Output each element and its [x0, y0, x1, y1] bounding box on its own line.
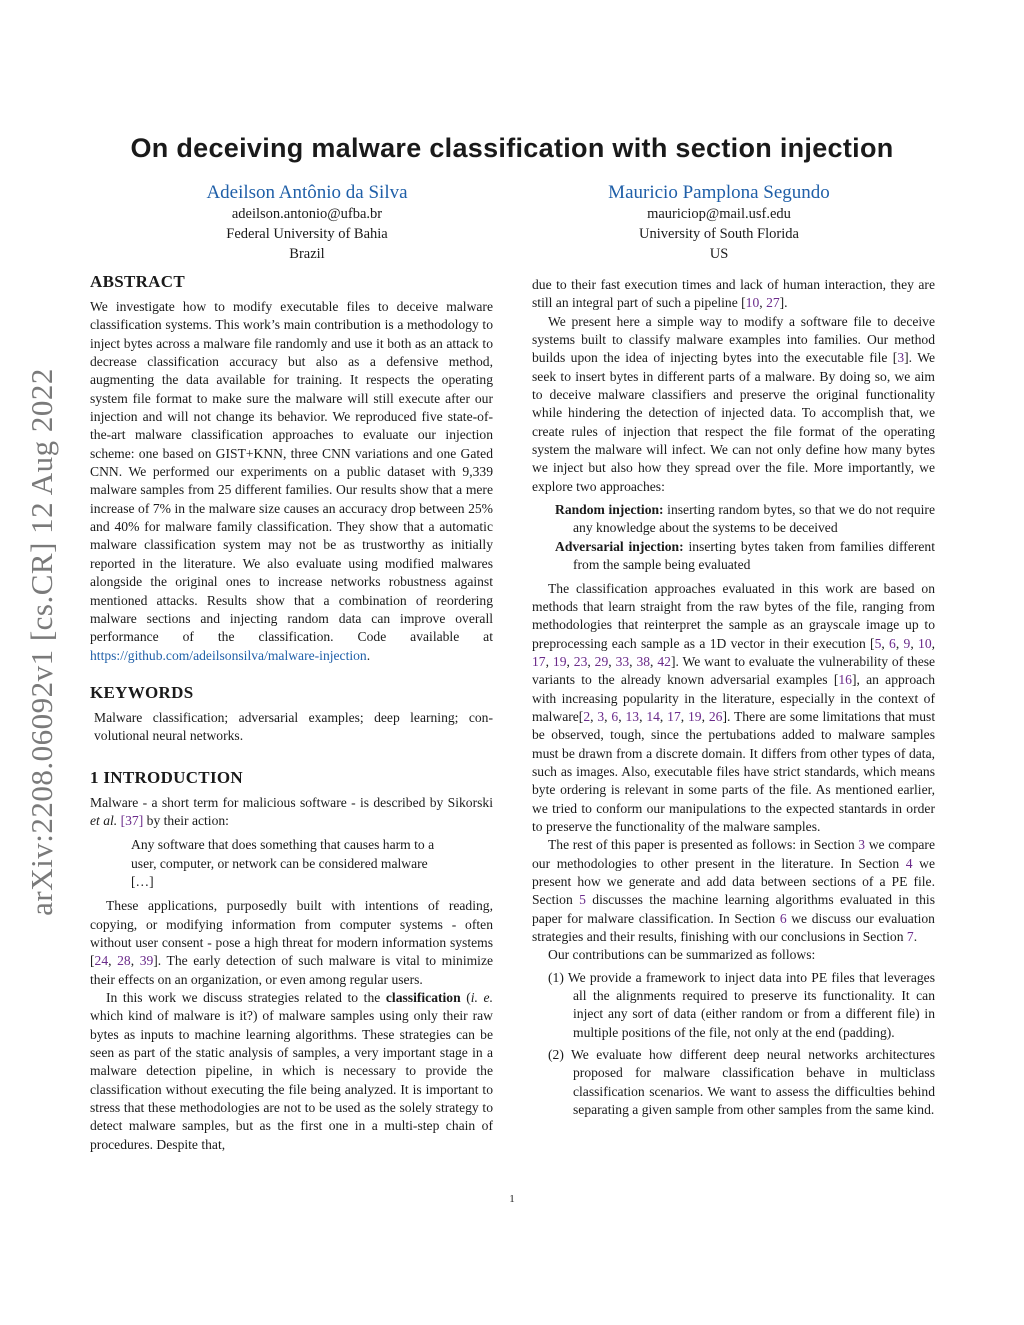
author-country: Brazil — [289, 246, 325, 262]
text-run: by their action: — [143, 812, 229, 828]
text-run: , — [608, 653, 616, 669]
approach-desc: inserting bytes taken from families different from the sample being evaluated — [573, 538, 936, 573]
approach-term: Adversarial injection: — [555, 538, 684, 554]
text-run: , — [629, 653, 637, 669]
citation-link[interactable]: 28 — [117, 953, 131, 969]
text-run: , — [604, 708, 612, 724]
citation-link[interactable]: 3 — [597, 708, 605, 724]
author-block — [127, 182, 487, 264]
author-affiliation: University of South Florida — [639, 226, 799, 242]
paper-title: On deceiving malware classification with section injection — [130, 133, 894, 163]
intro-paragraph — [90, 897, 493, 989]
text-run: classification — [385, 990, 461, 1005]
text-run: In this work we discuss strategies related to the — [106, 990, 386, 1005]
text-run: , — [881, 635, 890, 651]
text-run: which kind of malware is it?) of malware samples using only their raw bytes as inputs to machine learning algorithms. These strategies can be seen as part of the static analysis of samples, a very important stage in a malware detection pipeline, in which is necessary to provide the classification without executing the file being analyzed. It is important to stress that these methodologies are not to be used as the solely strategy to detect malware samples, but as the first one in a multi-step chain of procedures. Despite that, — [90, 1008, 493, 1152]
text-run: We present here a simple way to modify a software file to deceive systems built to classify malware examples into families. Our method builds upon the idea of injecting bytes into the executable file [ — [532, 313, 935, 366]
text-run: , — [108, 953, 118, 969]
author-affiliation: Federal University of Bahia — [226, 226, 388, 242]
approach-item — [555, 501, 935, 538]
citation-link[interactable]: 3 — [858, 837, 866, 853]
intro-paragraph — [532, 580, 935, 837]
citation-link[interactable]: 39 — [139, 953, 154, 969]
citation-link[interactable]: 5 — [579, 892, 586, 908]
approach-term: Random injection: — [555, 502, 664, 518]
citation-link[interactable]: 6 — [611, 708, 619, 724]
citation-link[interactable]: [37] — [120, 812, 144, 828]
citation-link[interactable]: 42 — [657, 653, 671, 669]
intro-paragraph — [532, 276, 935, 313]
text-run: Malware - a short term for malicious software - is described by Sikorski — [90, 794, 493, 810]
text-run: ]. — [779, 295, 788, 311]
text-run: , — [659, 708, 668, 724]
citation-link[interactable]: 29 — [594, 653, 609, 669]
author-name[interactable]: Adeilson Antônio da Silva — [206, 182, 408, 203]
intro-paragraph — [532, 313, 935, 496]
text-run: , — [650, 653, 658, 669]
text-run: ], an approach with increasing popularity in the literature, especially in the context of malware[ — [532, 672, 935, 724]
approach-desc: inserting random bytes, so that we do not require any knowledge about the systems to be deceived — [573, 502, 935, 536]
text-run: The classification approaches evaluated in this work are based on methods that learn straight from the raw bytes of the file, ranging from methodologies that reinterpret the sample as an grayscale image up to preprocessing each sample as a 1D vector in their execution [ — [532, 580, 935, 651]
text-run: ( — [460, 990, 471, 1005]
keywords-heading: KEYWORDS — [90, 682, 194, 702]
citation-link[interactable]: 10 — [918, 635, 932, 651]
text-run: , — [618, 708, 626, 724]
approach-item — [555, 538, 935, 575]
intro-quote: Any software that does something that causes harm to a user, computer, or network can be considered malware […] — [131, 837, 435, 889]
text-run: . — [366, 647, 371, 663]
text-run: i. e. — [470, 990, 493, 1005]
text-run: , — [759, 295, 767, 311]
intro-paragraph — [532, 836, 935, 946]
text-run: we discuss our evaluation strategies and their results, finishing with our conclusions in Section — [532, 910, 935, 945]
text-run: , — [910, 635, 919, 651]
text-run: , — [639, 708, 647, 724]
author-email: adeilson.antonio@ufba.br — [231, 206, 383, 222]
citation-link[interactable]: 17 — [667, 708, 681, 724]
contribution-item: (1) We provide a framework to inject data into PE files that leverages all the alignments required to preserve its functionality. It can inject any sort of data (either random or from a different file) in multiple positions of the file, not only at the end (padding). — [548, 969, 935, 1040]
citation-link[interactable]: 3 — [897, 350, 905, 366]
citation-link[interactable]: 38 — [636, 653, 651, 669]
author-email: mauriciop@mail.usf.edu — [647, 206, 791, 222]
author-block — [539, 182, 899, 264]
arxiv-identifier: arXiv:2208.06092v1 [cs.CR] 12 Aug 2022 — [24, 368, 59, 916]
code-url-link[interactable]: https://github.com/adeilsonsilva/malware-injection — [90, 647, 367, 663]
text-run: ]. The early detection of such malware is vital to minimize their effects on an organization, or even among regular users. — [90, 953, 494, 987]
text-run: discusses the machine learning algorithms evaluated in this paper for malware classification. In Section — [532, 892, 935, 926]
text-run: ]. We want to evaluate the vulnerability of these variants to the already known adversarial examples [ — [532, 653, 936, 688]
text-run: , — [545, 653, 553, 669]
author-name[interactable]: Mauricio Pamplona Segundo — [608, 182, 830, 203]
abstract-text — [90, 298, 493, 665]
citation-link[interactable]: 7 — [906, 929, 914, 945]
citation-link[interactable]: 16 — [838, 672, 852, 688]
right-column — [532, 276, 935, 1119]
citation-link[interactable]: 19 — [552, 653, 567, 669]
citation-link[interactable]: 9 — [903, 635, 911, 651]
citation-link[interactable]: 14 — [646, 708, 660, 724]
text-run: , — [590, 708, 598, 724]
page-number: 1 — [509, 1193, 515, 1205]
citation-link[interactable]: 27 — [766, 295, 780, 311]
introduction-heading: 1 INTRODUCTION — [90, 767, 243, 787]
citation-link[interactable]: 4 — [905, 855, 913, 871]
abstract-heading: ABSTRACT — [90, 272, 185, 291]
text-run: ]. We seek to insert bytes in different parts of a malware. By doing so, we aim to deceive malware classifiers and preserve the original functionality while hindering the detection of injected data. To accomplish that, we create rules of injection that respect the file format of the operating system the malware will infect. We can not only define how many bytes we inject but also how they spread over the file. More importantly, we explore two approaches: — [532, 350, 935, 494]
contributions-list — [532, 969, 935, 1120]
citation-link[interactable]: 19 — [688, 708, 702, 724]
text-run: , — [931, 635, 936, 651]
citation-link[interactable]: 13 — [625, 708, 640, 724]
citation-link[interactable]: 26 — [708, 708, 723, 724]
contribution-item: (2) We evaluate how different deep neural networks architectures proposed for malware classification behave in multiclass classification scenarios. We want to assess the difficulties behind separating a given sample from other samples from the same kind. — [548, 1047, 935, 1118]
citation-link[interactable]: 17 — [532, 653, 546, 669]
citation-link[interactable]: 23 — [573, 653, 588, 669]
text-run: We investigate how to modify executable files to deceive malware classification systems. This work’s main contribution is a methodology to inject bytes across a malware file randomly and use it both as an attack to decrease classification accuracy but also as a defensive method, augmenting the data available for training. It respects the operating system file format to make sure the malware will still execute after our injection and will not change its behavior. We reproduced five state-of-the-art malware classification approaches to evaluate our injection scheme: one based on GIST+KNN, three CNN variations and one Gated CNN. We performed our experiments on a public dataset with 9,339 malware samples from 25 different families. Our results show that a mere increase of 7% in the malware size causes an accuracy drop between 25% and 40% for malware family classification. They show that a automatic malware classification system may not be as trustworthy as initially reported in the literature. We also evaluate using modified malwares alongside the original ones to increase networks robustness against mentioned attacks. Results show that a combination of reordering malware sections and injecting random data can improve overall performance of the classification. Code available at — [90, 299, 493, 645]
citation-link[interactable]: 33 — [615, 653, 630, 669]
citation-link[interactable]: 6 — [779, 910, 787, 926]
text-run: we present how we generate and add data between sections of a PE file. Section — [532, 855, 935, 908]
text-run: , — [680, 708, 688, 724]
text-run: due to their fast execution times and lack of human interaction, they are still an integral part of such a pipeline [ — [532, 277, 935, 311]
keywords-text: Malware classification; adversarial examples; deep learning; convolutional neural networks. — [94, 709, 493, 744]
citation-link[interactable]: 24 — [94, 953, 109, 969]
citation-link[interactable]: 6 — [889, 635, 896, 651]
text-run: These applications, purposedly built with intentions of reading, copying, or modifying information from computer systems - often without user consent - pose a high threat for modern information systems [ — [90, 898, 493, 969]
author-country: US — [709, 246, 729, 262]
text-run: , — [587, 653, 595, 669]
citation-link[interactable]: 2 — [583, 708, 591, 724]
citation-link[interactable]: 10 — [745, 295, 760, 311]
text-run: we compare our methodologies to other present in the literature. In Section — [532, 837, 935, 871]
left-column — [90, 272, 493, 1154]
intro-paragraph — [90, 989, 493, 1154]
text-run: , — [895, 635, 904, 651]
text-run: , — [566, 653, 574, 669]
text-run: et al. — [90, 812, 118, 828]
citation-link[interactable]: 5 — [874, 635, 882, 651]
text-run: , — [130, 953, 140, 969]
text-run: The rest of this paper is presented as follows: in Section — [548, 837, 859, 853]
text-run: , — [701, 708, 709, 724]
approaches-list — [555, 501, 935, 574]
intro-paragraph — [90, 794, 493, 831]
text-run: ]. There are some limitations that must be observed, tough, since the pertubations added to malware samples must be drawn from a discrete domain. It differs from other types of data, such as images. Also, executable files have strict standards, which means byte ordering is relevant in some parts of the file. As mentioned earlier, we tried to conform our manipulations to the expected stantards in order to preserve the functionality of the malware samples. — [532, 708, 936, 834]
text-run: . — [913, 929, 918, 945]
intro-paragraph: Our contributions can be summarized as follows: — [548, 947, 816, 963]
